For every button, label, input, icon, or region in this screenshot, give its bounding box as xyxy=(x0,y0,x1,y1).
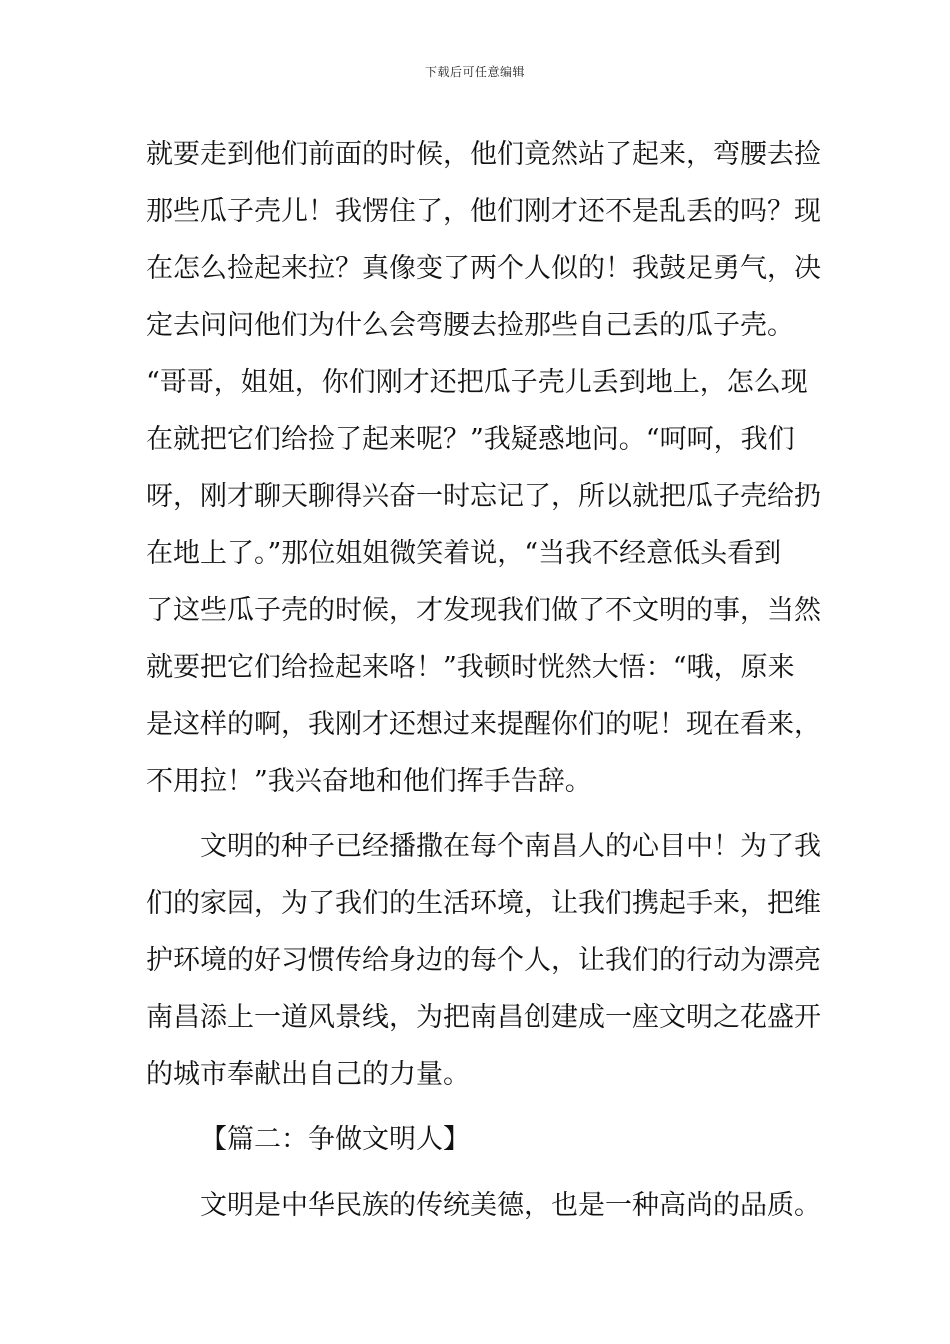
text-line: 在就把它们给捡了起来呢？”我疑惑地问。“呵呵，我们 xyxy=(146,424,795,455)
document-body xyxy=(146,126,821,1234)
text-line: 们的家园，为了我们的生活环境，让我们携起手来，把维 xyxy=(146,888,821,919)
section-heading: 【篇二：争做文明人】 xyxy=(200,1124,470,1155)
text-line: 南昌添上一道风景线，为把南昌创建成一座文明之花盛开 xyxy=(146,1002,821,1033)
text-line: 文明的种子已经播撒在每个南昌人的心目中！为了我 xyxy=(200,831,821,862)
text-line: 就要走到他们前面的时候，他们竟然站了起来，弯腰去捡 xyxy=(146,139,821,170)
page-header: 下载后可任意编辑 xyxy=(424,65,525,79)
paragraph-2 xyxy=(146,818,821,1103)
text-line: 了这些瓜子壳的时候，才发现我们做了不文明的事，当然 xyxy=(146,595,821,626)
text-line: 的城市奉献出自己的力量。 xyxy=(146,1059,470,1090)
paragraph-3 xyxy=(146,1177,821,1234)
text-line: 就要把它们给捡起来咯！”我顿时恍然大悟：“哦，原来 xyxy=(146,652,795,683)
text-line: 文明是中华民族的传统美德，也是一种高尚的品质。 xyxy=(200,1190,821,1221)
text-line: 呀，刚才聊天聊得兴奋一时忘记了，所以就把瓜子壳给扔 xyxy=(146,481,821,512)
text-line: 那些瓜子壳儿！我愣住了，他们刚才还不是乱丢的吗？现 xyxy=(146,196,821,227)
text-line: 是这样的啊，我刚才还想过来提醒你们的呢！现在看来， xyxy=(146,709,821,740)
text-line: 在地上了。”那位姐姐微笑着说，“当我不经意低头看到 xyxy=(146,538,782,569)
paragraph-1 xyxy=(146,126,821,810)
text-line: 定去问问他们为什么会弯腰去捡那些自己丢的瓜子壳。 xyxy=(146,310,794,341)
text-line: 不用拉！”我兴奋地和他们挥手告辞。 xyxy=(146,766,592,797)
text-line: 护环境的好习惯传给身边的每个人，让我们的行动为漂亮 xyxy=(146,945,821,976)
section-heading-block xyxy=(146,1111,808,1168)
text-line: “哥哥，姐姐，你们刚才还把瓜子壳儿丢到地上，怎么现 xyxy=(146,367,808,398)
text-line: 在怎么捡起来拉？真像变了两个人似的！我鼓足勇气，决 xyxy=(146,253,821,284)
